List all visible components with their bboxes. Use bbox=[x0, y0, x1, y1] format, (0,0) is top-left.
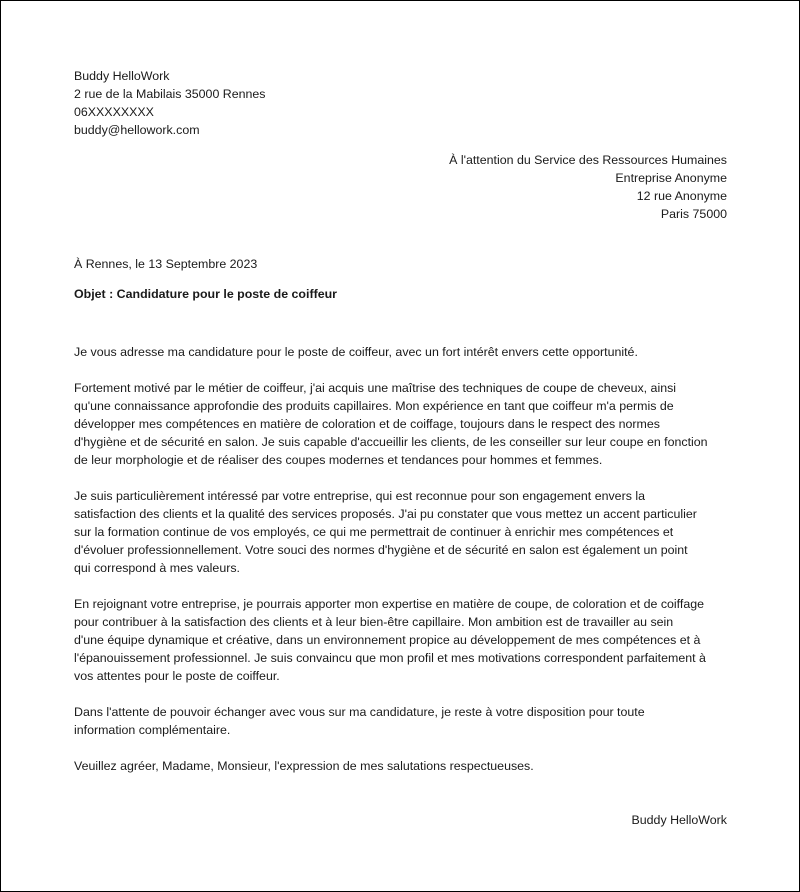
body-line: l'épanouissement professionnel. Je suis convaincu que mon profil et mes motivations correspondent parfaitement à bbox=[74, 651, 706, 665]
sender-email: buddy@hellowork.com bbox=[74, 123, 200, 137]
body-line: Dans l'attente de pouvoir échanger avec vous sur ma candidature, je reste à votre disposition pour toute bbox=[74, 705, 645, 719]
body-line: Je vous adresse ma candidature pour le poste de coiffeur, avec un fort intérêt envers cette opportunité. bbox=[74, 345, 638, 359]
paragraph bbox=[74, 487, 734, 577]
paragraph bbox=[74, 703, 734, 739]
letter-body bbox=[74, 343, 734, 793]
date-line: À Rennes, le 13 Septembre 2023 bbox=[74, 257, 258, 271]
body-line: d'hygiène et de sécurité en salon. Je suis capable d'accueillir les clients, de les conseiller sur leur coupe en fonction bbox=[74, 435, 708, 449]
signature: Buddy HelloWork bbox=[631, 813, 727, 827]
body-line: pour contribuer à la satisfaction des clients et à leur bien-être capillaire. Mon ambition est de travailler au sein bbox=[74, 615, 674, 629]
recipient-block bbox=[449, 151, 727, 223]
sender-phone: 06XXXXXXXX bbox=[74, 105, 154, 119]
paragraph bbox=[74, 343, 734, 361]
sender-block bbox=[74, 67, 266, 139]
body-line: Je suis particulièrement intéressé par votre entreprise, qui est reconnue pour son engagement envers la bbox=[74, 489, 645, 503]
recipient-company: Entreprise Anonyme bbox=[615, 171, 727, 185]
body-line: qu'une connaissance approfondie des produits capillaires. Mon expérience en tant que coiffeur m'a permis de bbox=[74, 399, 674, 413]
body-line: En rejoignant votre entreprise, je pourrais apporter mon expertise en matière de coupe, de coloration et de coiffage bbox=[74, 597, 705, 611]
body-line: information complémentaire. bbox=[74, 723, 231, 737]
body-line: d'évoluer professionnellement. Votre souci des normes d'hygiène et de sécurité en salon est également un point bbox=[74, 543, 688, 557]
recipient-attention: À l'attention du Service des Ressources Humaines bbox=[449, 153, 727, 167]
paragraph bbox=[74, 757, 734, 775]
body-line: satisfaction des clients et la qualité des services proposés. J'ai pu constater que vous mettez un accent particulier bbox=[74, 507, 697, 521]
body-line: de leur morphologie et de réaliser des coupes modernes et tendances pour hommes et femmes. bbox=[74, 453, 603, 467]
recipient-street: 12 rue Anonyme bbox=[636, 189, 727, 203]
body-line: développer mes compétences en matière de coloration et de coiffage, toujours dans le respect des normes bbox=[74, 417, 660, 431]
body-line: qui correspond à mes valeurs. bbox=[74, 561, 240, 575]
body-line: vos attentes pour le poste de coiffeur. bbox=[74, 669, 280, 683]
recipient-city: Paris 75000 bbox=[660, 207, 727, 221]
body-line: d'une équipe dynamique et créative, dans un environnement propice au développement de mes compétences et à bbox=[74, 633, 701, 647]
subject-line: Objet : Candidature pour le poste de coiffeur bbox=[74, 287, 337, 301]
sender-address: 2 rue de la Mabilais 35000 Rennes bbox=[74, 87, 266, 101]
sender-name: Buddy HelloWork bbox=[74, 69, 170, 83]
body-line: Fortement motivé par le métier de coiffeur, j'ai acquis une maîtrise des techniques de coupe de cheveux, ainsi bbox=[74, 381, 677, 395]
body-line: sur la formation continue de vos employés, ce qui me permettrait de continuer à enrichir mes compétences et bbox=[74, 525, 674, 539]
body-line: Veuillez agréer, Madame, Monsieur, l'expression de mes salutations respectueuses. bbox=[74, 759, 534, 773]
paragraph bbox=[74, 379, 734, 469]
paragraph bbox=[74, 595, 734, 685]
